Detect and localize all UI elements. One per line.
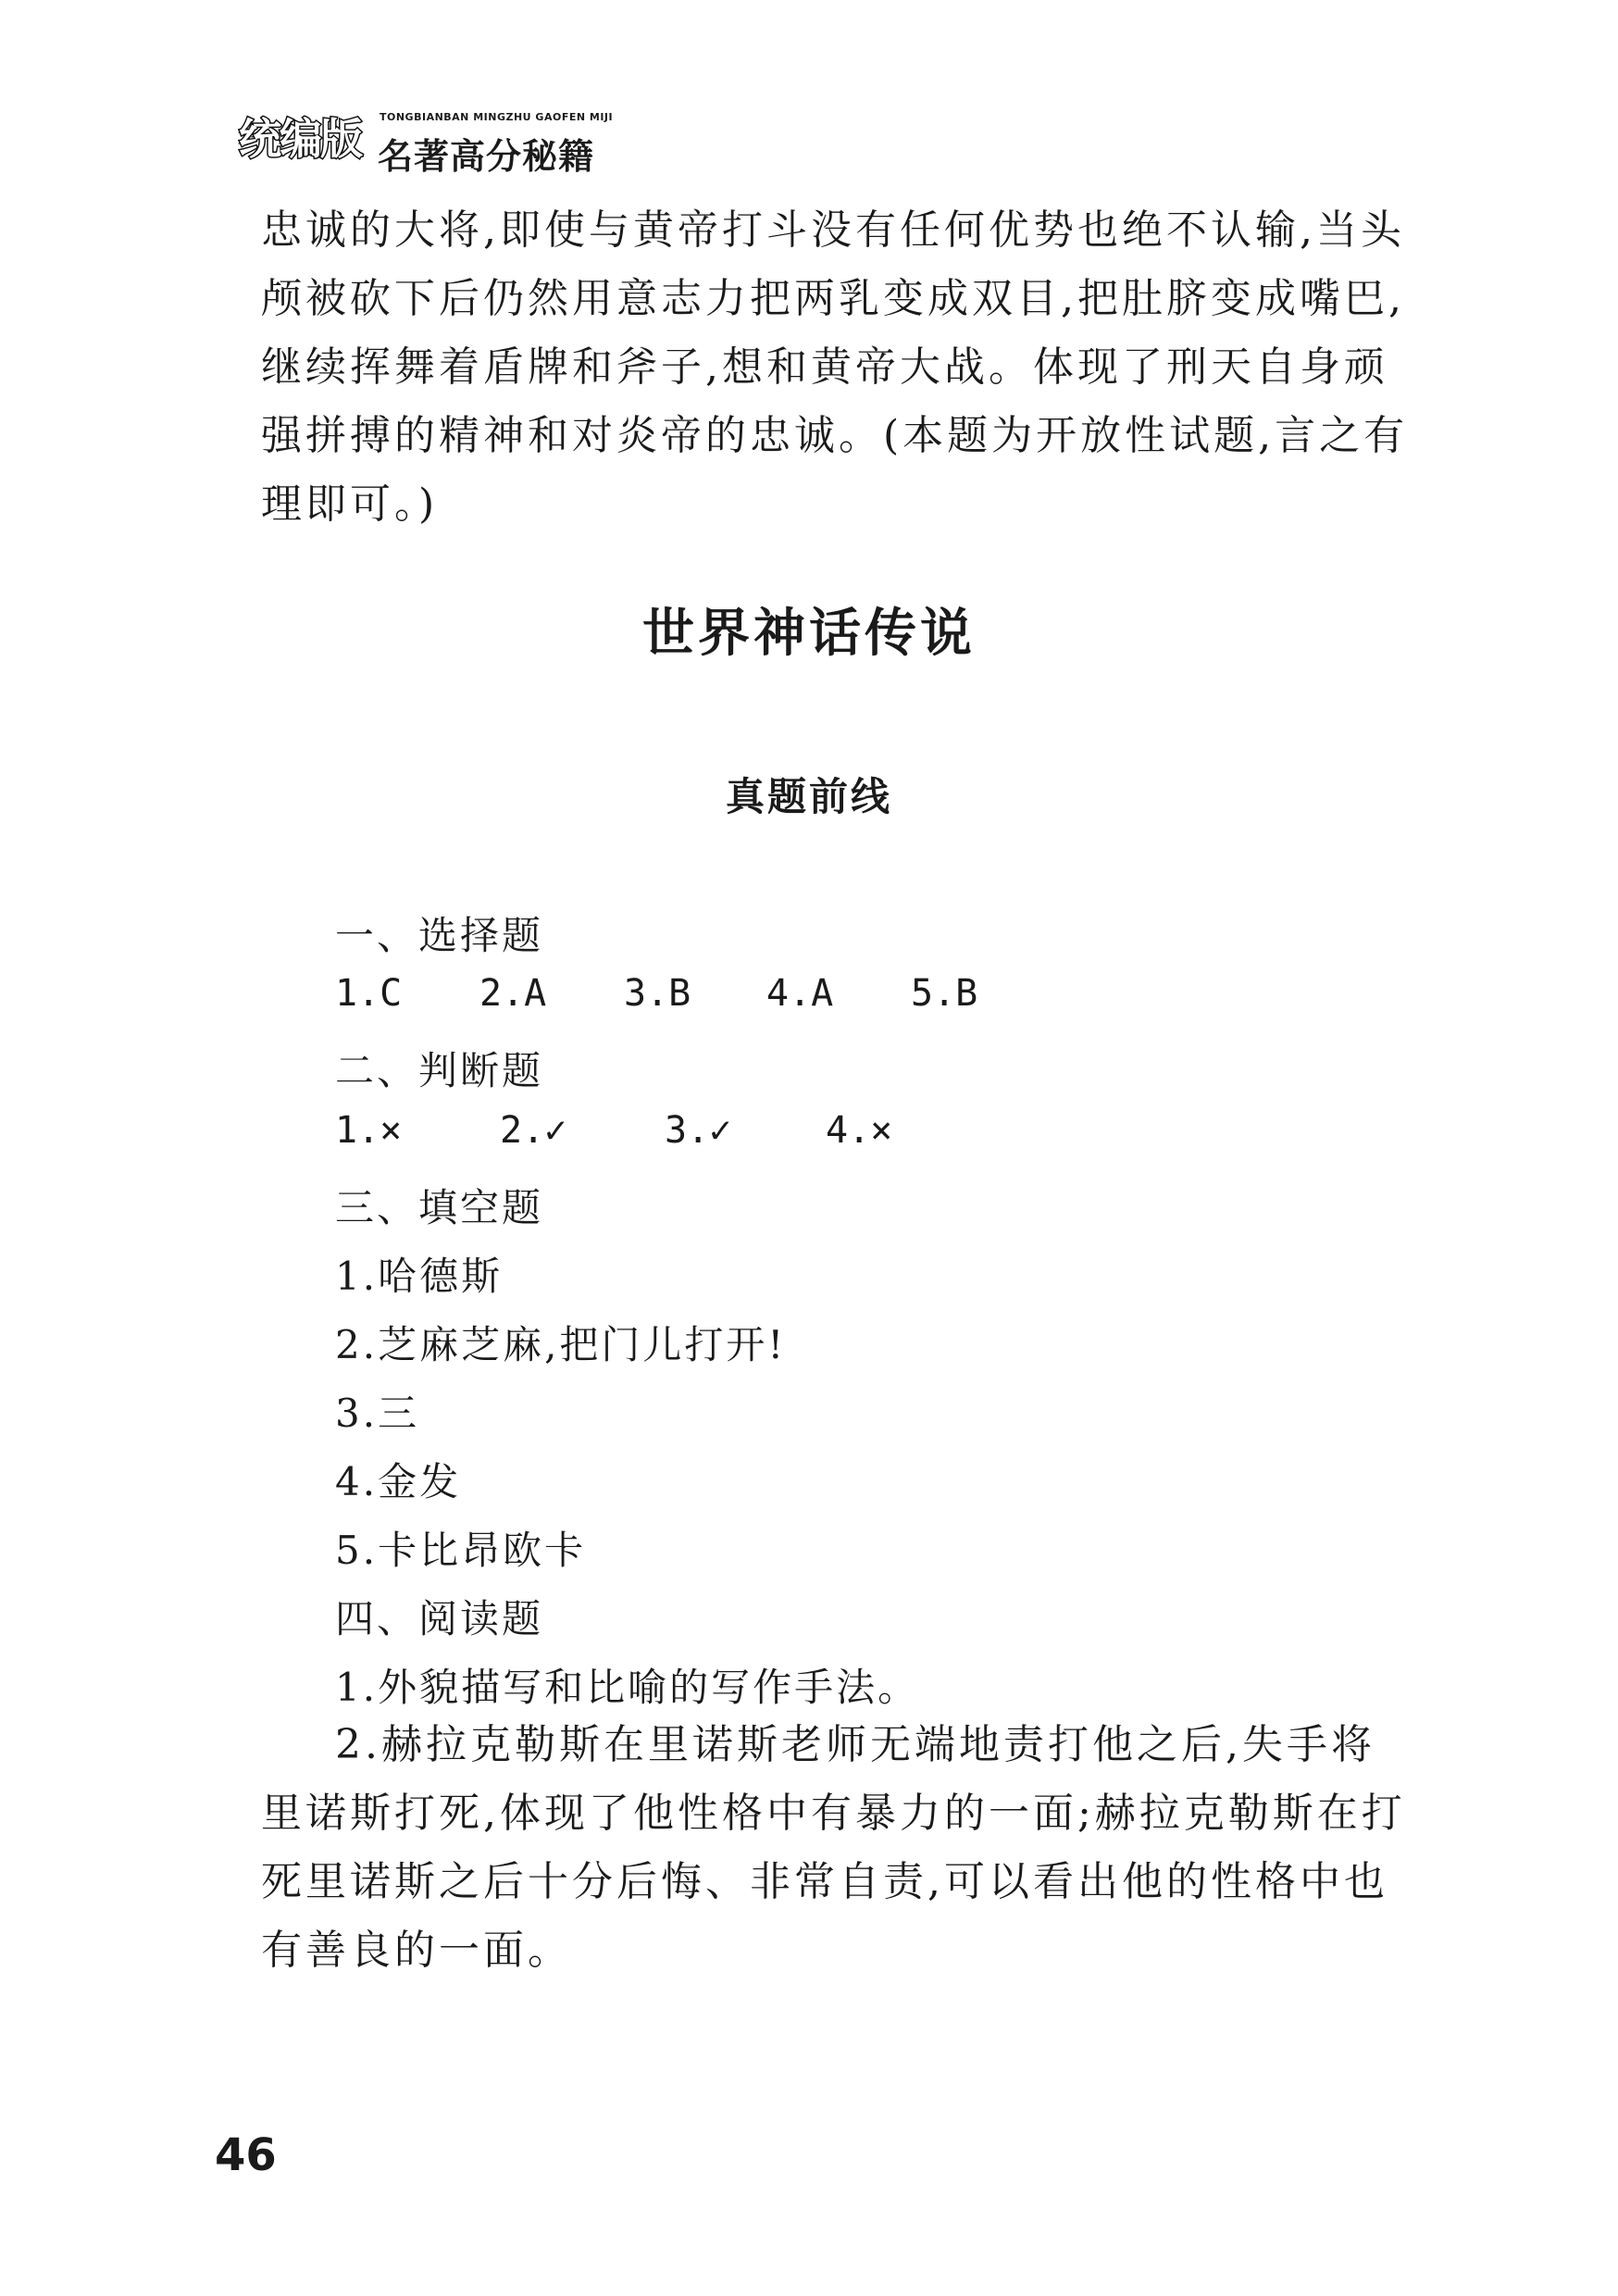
fill-answer: 5.卡比昂欧卡 — [335, 1528, 587, 1573]
page-number: 46 — [215, 2129, 277, 2181]
judge-answer: 2.✓ — [500, 1109, 567, 1152]
fill-answer: 1.哈德斯 — [335, 1254, 504, 1299]
fill-answer: 2.芝麻芝麻,把门儿打开! — [335, 1322, 787, 1367]
choice-answer: 2.A — [479, 972, 547, 1015]
reading-answer-2: 2.赫拉克勒斯在里诺斯老师无端地责打他之后,失手将里诺斯打死,体现了他性格中有暴力的一面;赫拉克勒斯在打死里诺斯之后十分后悔、非常自责,可以看出他的性格中也有善良的一面。 — [261, 1721, 1406, 1974]
judge-answer: 4.× — [826, 1109, 893, 1152]
choice-answer: 3.B — [624, 972, 691, 1015]
choice-answer: 4.A — [766, 972, 834, 1015]
choice-answer: 5.B — [911, 972, 978, 1015]
series-title: 名著高分秘籍 — [378, 136, 595, 177]
section-title: 世界神话传说 — [642, 604, 976, 664]
series-pinyin: TONGBIANBAN MINGZHU GAOFEN MIJI — [380, 111, 614, 123]
fill-answer: 3.三 — [335, 1391, 420, 1436]
reading-heading: 四、阅读题 — [335, 1596, 544, 1641]
judge-answer: 3.✓ — [665, 1109, 732, 1152]
edition-badge: 统编版 — [239, 114, 361, 164]
judge-answer: 1.× — [335, 1109, 403, 1152]
top-paragraph: 忠诚的大将,即使与黄帝打斗没有任何优势也绝不认输,当头颅被砍下后仍然用意志力把两乳变成双目,把肚脐变成嘴巴,继续挥舞着盾牌和斧子,想和黄帝大战。体现了刑天自身顽强拼搏的精神和对炎帝的忠诚。(本题为开放性试题,言之有理即可。) — [261, 206, 1409, 528]
choice-heading: 一、选择题 — [335, 913, 544, 958]
subsection-title: 真题前线 — [725, 774, 892, 819]
choice-answer: 1.C — [335, 972, 403, 1015]
fill-answer: 4.金发 — [335, 1459, 462, 1504]
fill-heading: 三、填空题 — [335, 1185, 544, 1230]
judge-heading: 二、判断题 — [335, 1048, 544, 1093]
reading-answer-1: 1.外貌描写和比喻的写作手法。 — [335, 1665, 920, 1710]
